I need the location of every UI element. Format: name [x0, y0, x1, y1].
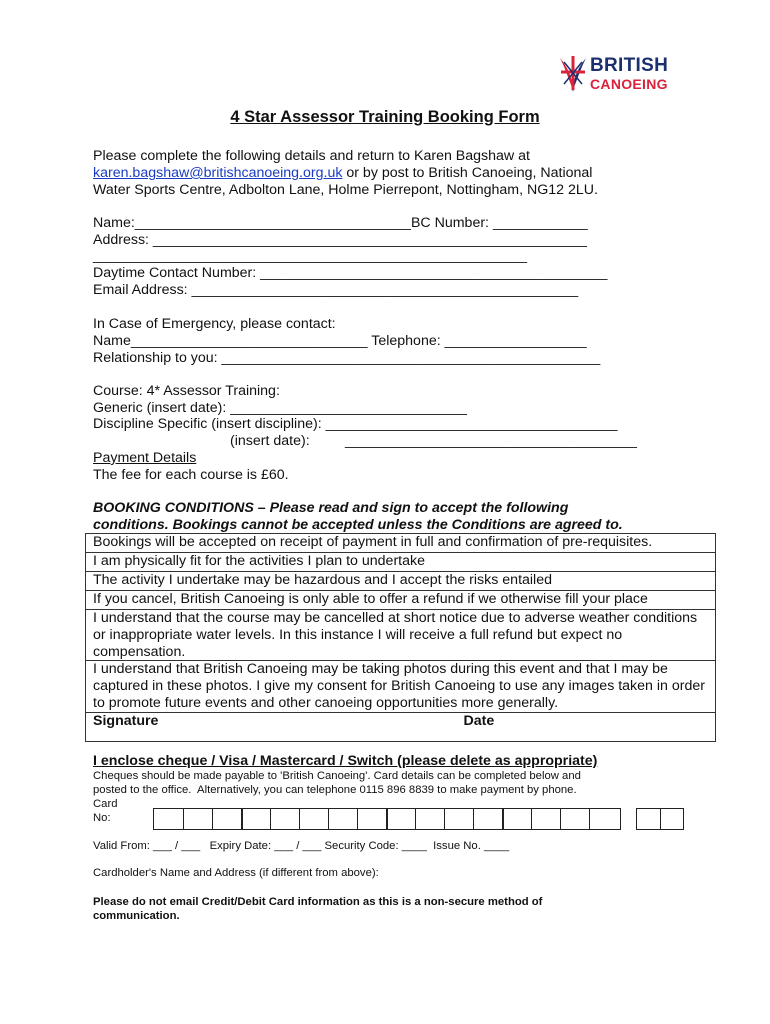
british-canoeing-logo — [556, 52, 686, 96]
table-row — [86, 534, 716, 553]
emergency-name-field[interactable]: Name______________________________ Telephone: __________________ — [93, 333, 587, 349]
card-label: Card — [93, 798, 118, 810]
logo-word-british: BRITISH — [590, 55, 669, 76]
security-warning-line-1: Please do not email Credit/Debit Card information as this is a non-secure method of — [93, 896, 543, 908]
card-validity-fields[interactable]: Valid From: ___ / ___ Expiry Date: ___ / ___ Security Code: ____ Issue No. ____ — [93, 840, 510, 852]
condition-text: I understand that the course may be cancelled at short notice due to adverse weather conditions or inappropriate water levels. In this instance I will receive a full refund but expect no compensation. — [86, 610, 716, 661]
address-field[interactable]: Address: _______________________________________________________ — [93, 232, 587, 248]
card-no-label: No: — [93, 812, 111, 824]
daytime-contact-field[interactable]: Daytime Contact Number: ____________________________________________ — [93, 265, 608, 281]
intro-line-3: Water Sports Centre, Adbolton Lane, Holme Pierrepont, Nottingham, NG12 2LU. — [93, 182, 598, 198]
condition-text: If you cancel, British Canoeing is only able to offer a refund if we otherwise fill your place — [86, 591, 716, 610]
table-row — [86, 553, 716, 572]
address-field-line-2[interactable]: _______________________________________________________ — [93, 248, 527, 264]
page-title: 4 Star Assessor Training Booking Form — [230, 108, 540, 126]
intro-line-2-rest: or by post to British Canoeing, National — [342, 165, 593, 181]
intro-line-1: Please complete the following details and return to Karen Bagshaw at — [93, 148, 530, 164]
intro-line-2 — [93, 165, 592, 182]
date-label: Date — [463, 712, 495, 729]
condition-text: The activity I undertake may be hazardous and I accept the risks entailed — [86, 572, 716, 591]
signature-row[interactable] — [86, 712, 716, 741]
table-row — [86, 591, 716, 610]
cheque-note-line-1: Cheques should be made payable to 'British Canoeing'. Card details can be completed below and — [93, 770, 581, 782]
name-field[interactable]: Name:___________________________________BC Number: ____________ — [93, 215, 588, 231]
contact-email-link[interactable]: karen.bagshaw@britishcanoeing.org.uk — [93, 165, 343, 181]
discipline-date-field[interactable]: _____________________________________ — [345, 433, 637, 449]
course-fee: The fee for each course is £60. — [93, 467, 289, 483]
union-flag-icon — [556, 54, 590, 94]
logo-word-canoeing: CANOEING — [590, 76, 668, 92]
conditions-heading-line-2: conditions. Bookings cannot be accepted unless the Conditions are agreed to. — [93, 517, 623, 533]
course-line: Course: 4* Assessor Training: — [93, 383, 280, 399]
cardholder-label[interactable]: Cardholder's Name and Address (if different from above): — [93, 867, 379, 879]
condition-text: I understand that British Canoeing may be taking photos during this event and that I may be captured in these photos. I give my consent for British Canoeing to use any images taken in order to promote future events and other canoeing opportunities more generally. — [86, 661, 716, 712]
cheque-note-line-2: posted to the office. Alternatively, you can telephone 0115 896 8839 to make payment by phone. — [93, 784, 577, 796]
table-row — [86, 610, 716, 661]
discipline-date-label: (insert date): — [230, 433, 310, 449]
condition-text: I am physically fit for the activities I plan to undertake — [86, 553, 716, 572]
emergency-heading: In Case of Emergency, please contact: — [93, 316, 336, 332]
condition-text: Bookings will be accepted on receipt of payment in full and confirmation of pre-requisites. — [86, 534, 716, 553]
payment-method-heading: I enclose cheque / Visa / Mastercard / Switch (please delete as appropriate) — [93, 753, 598, 769]
payment-heading: Payment Details — [93, 450, 197, 466]
signature-label: Signature — [93, 712, 159, 729]
table-row — [86, 661, 716, 712]
conditions-table — [85, 533, 716, 742]
table-row — [86, 572, 716, 591]
signature-cell[interactable] — [86, 712, 716, 741]
conditions-heading — [93, 500, 623, 534]
security-warning-line-2: communication. — [93, 910, 180, 922]
conditions-heading-line-1: BOOKING CONDITIONS – Please read and sign to accept the following — [93, 500, 569, 516]
card-extra-boxes[interactable] — [636, 808, 684, 830]
emergency-relationship-field[interactable]: Relationship to you: ________________________________________________ — [93, 350, 601, 366]
card-number-boxes[interactable] — [153, 808, 621, 830]
email-address-field[interactable]: Email Address: _________________________________________________ — [93, 282, 579, 298]
generic-date-field[interactable]: Generic (insert date): ______________________________ — [93, 400, 467, 416]
discipline-field[interactable]: Discipline Specific (insert discipline): _____________________________________ — [93, 416, 618, 432]
